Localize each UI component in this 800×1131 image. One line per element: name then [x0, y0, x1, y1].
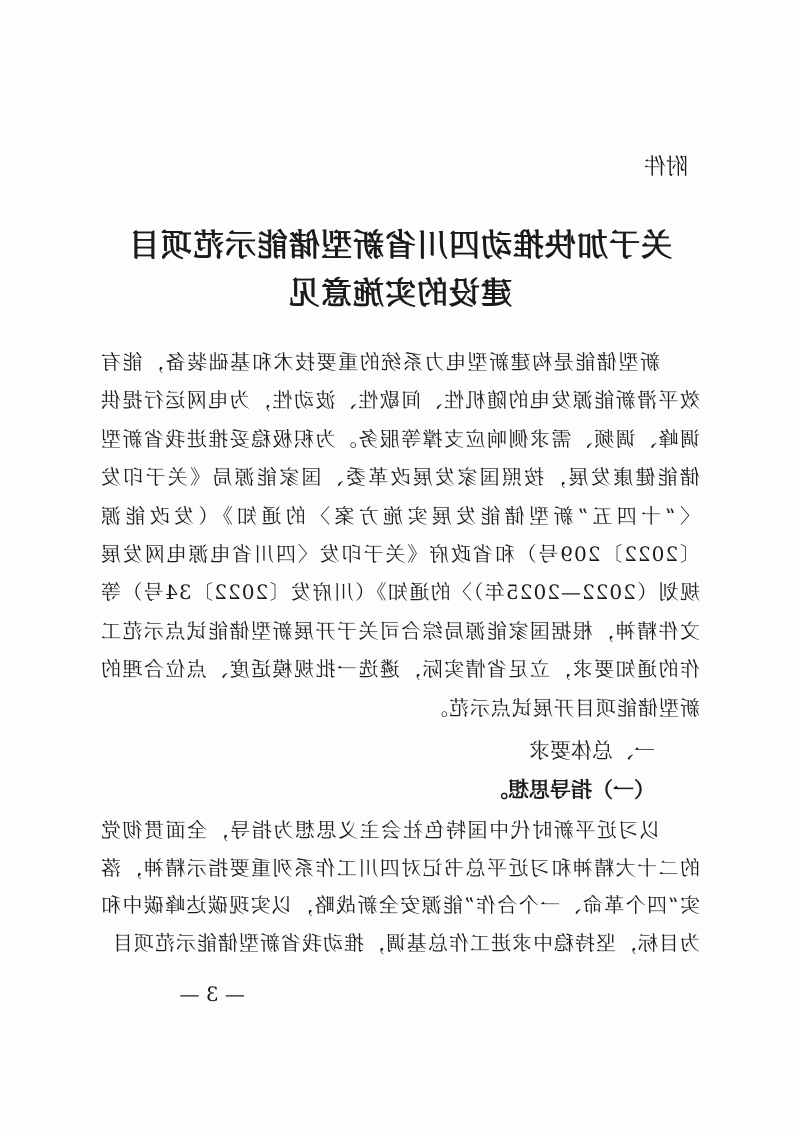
intro-paragraph: 新型储能是构建新型电力系统的重要技术和基础装备，能有效平滑新能源发电的随机性、间歇性、波动性，为电网运行提供调峰、调频、需求侧响应支撑等服务。为积极稳妥推进我省新型储能健康发展，按照国家发展改革委、国家能源局《关于印发〈“十四五”新型储能发展实施方案〉的通知》（发改能源〔2022〕209号）和省政府《关于印发〈四川省电源电网发展规划（2022—2025年）〉的通知》（川府发〔2022〕34号）等文件精神，根据国家能源局综合司关于开展新型储能试点示范工作的通知要求，立足省情实际，遴选一批规模适度、点位合理的新型储能项目开展试点示范。 [100, 350, 700, 720]
section-heading: 一、总体要求 [529, 739, 655, 763]
page-number: — 3 — [179, 982, 245, 1006]
attachment-label: 附件 [643, 155, 688, 180]
subsection-heading: （一）指导思想。 [487, 777, 655, 802]
body-paragraph: 以习近平新时代中国特色社会主义思想为指导，全面贯彻党的二十大精神和习近平总书记对四川工作系列重要指示精神，落实“四个革命、一个合作”能源安全新战略，以实现碳达峰碳中和为目标，坚持稳中求进工作总基调，推动我省新型储能示范项目 [100, 818, 700, 955]
title-line-2: 建设的实施意见 [288, 276, 512, 312]
title-line-1: 关于加快推动四川省新型储能示范项目 [128, 228, 672, 264]
document-title [100, 222, 700, 318]
